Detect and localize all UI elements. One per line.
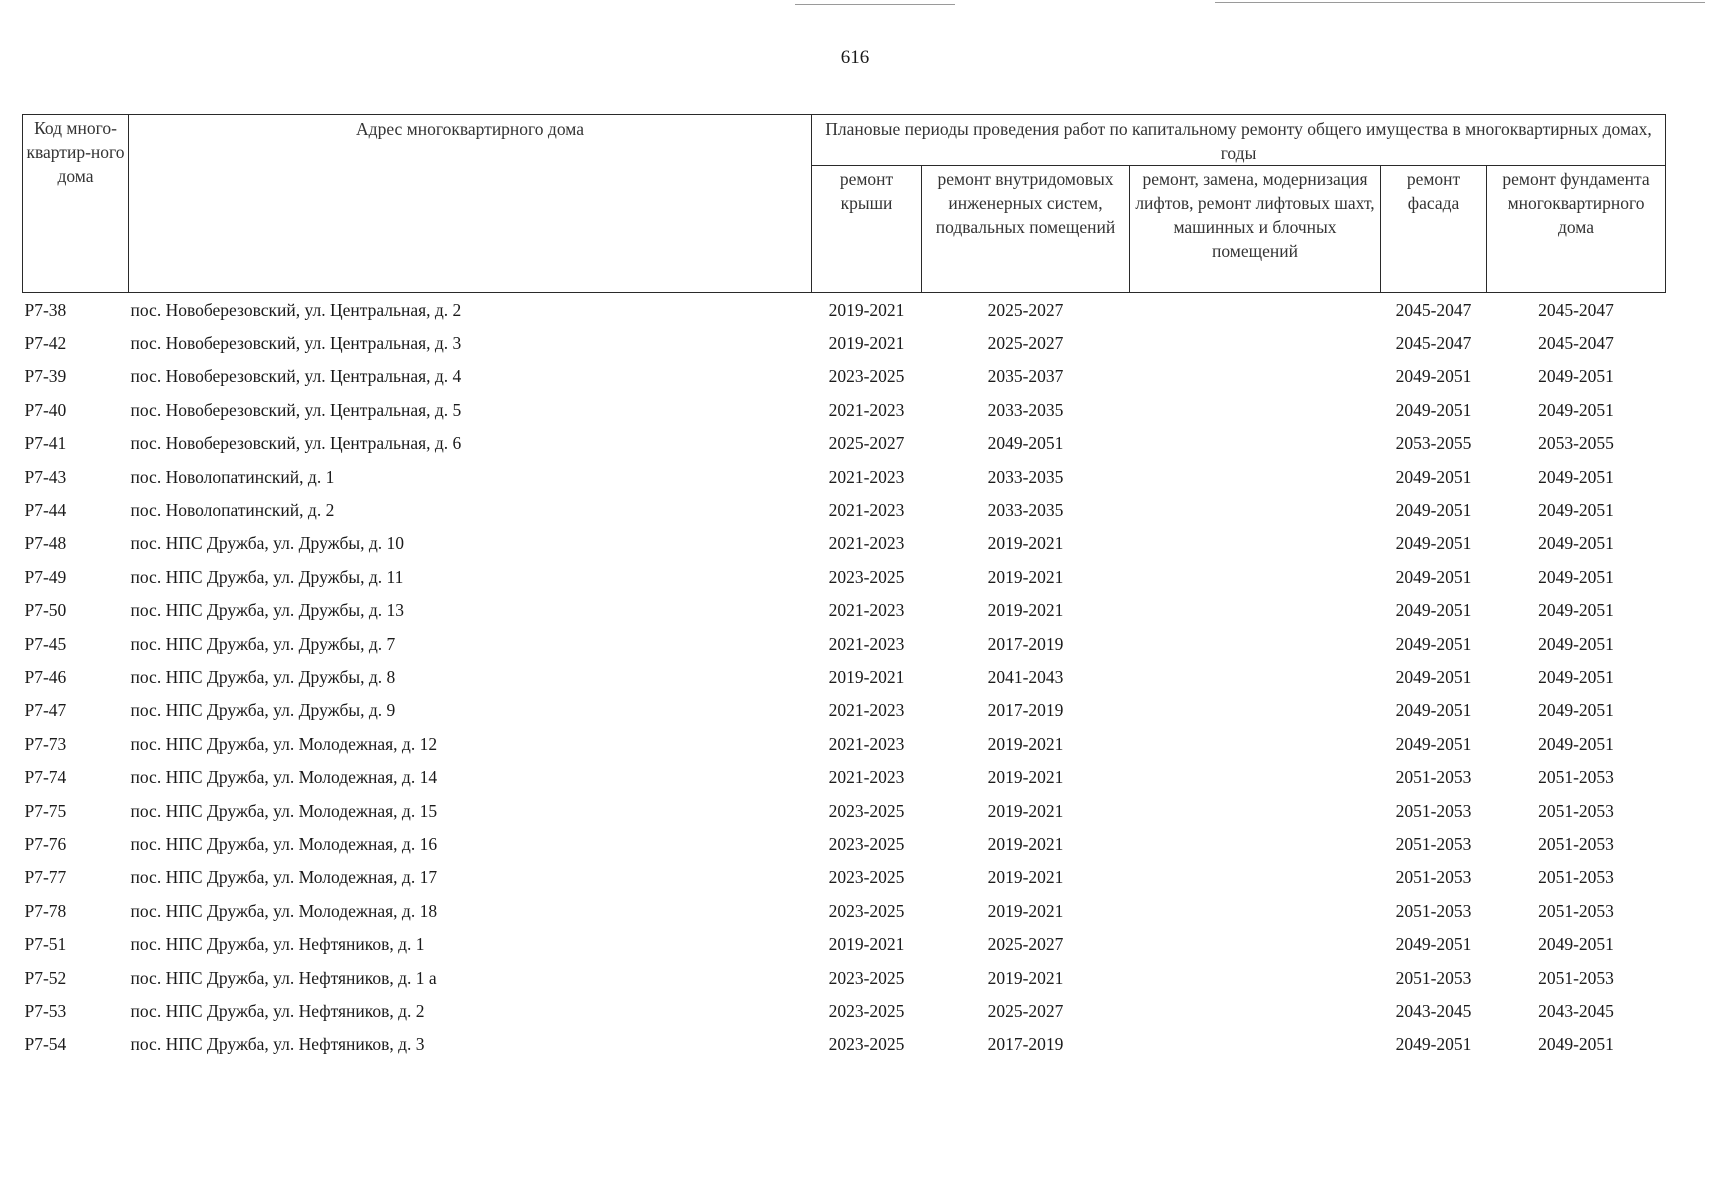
cell-lift-repair-period (1130, 293, 1381, 327)
cell-building-address: пос. Новолопатинский, д. 2 (130, 500, 335, 521)
cell-facade-repair-period: 2045-2047 (1395, 299, 1472, 320)
cell-building-code: Р7-41 (24, 433, 67, 454)
table-row (23, 627, 1666, 660)
cell-foundation-repair-period: 2049-2051 (1538, 934, 1614, 955)
scan-edge-line-left (795, 4, 955, 5)
cell-roof-repair-period: 2023-2025 (828, 800, 905, 821)
cell-lift-repair-period (1130, 493, 1381, 526)
table-row (23, 827, 1666, 860)
cell-facade-repair-period: 2049-2051 (1395, 466, 1472, 487)
cell-facade-repair-period: 2049-2051 (1395, 600, 1472, 621)
cell-roof-repair-period: 2021-2023 (828, 733, 905, 754)
cell-facade-repair-period: 2053-2055 (1395, 433, 1472, 454)
cell-foundation-repair-period: 2049-2051 (1538, 366, 1614, 387)
cell-facade-repair-period: 2051-2053 (1395, 833, 1472, 854)
cell-building-code: Р7-77 (24, 867, 67, 888)
cell-building-address: пос. НПС Дружба, ул. Нефтяников, д. 1 а (130, 967, 437, 988)
cell-roof-repair-period: 2021-2023 (828, 399, 905, 420)
cell-building-address: пос. НПС Дружба, ул. Молодежная, д. 16 (130, 833, 438, 854)
cell-facade-repair-period: 2049-2051 (1395, 566, 1472, 587)
cell-foundation-repair-period: 2049-2051 (1538, 600, 1614, 621)
cell-roof-repair-period: 2019-2021 (828, 299, 905, 320)
cell-lift-repair-period (1130, 393, 1381, 426)
cell-facade-repair-period: 2049-2051 (1395, 666, 1472, 687)
header-roof-repair: ремонт крыши (812, 166, 922, 293)
cell-lift-repair-period (1130, 760, 1381, 793)
table-row (23, 794, 1666, 827)
cell-lift-repair-period (1130, 360, 1381, 393)
table-row (23, 293, 1666, 327)
table-row (23, 560, 1666, 593)
cell-building-code: Р7-40 (24, 399, 67, 420)
cell-engineering-repair-period: 2019-2021 (987, 733, 1064, 754)
cell-building-address: пос. НПС Дружба, ул. Молодежная, д. 12 (130, 733, 438, 754)
page-number: 616 (840, 47, 870, 68)
cell-foundation-repair-period: 2049-2051 (1538, 399, 1614, 420)
cell-building-code: Р7-50 (24, 600, 67, 621)
cell-foundation-repair-period: 2049-2051 (1538, 566, 1614, 587)
cell-building-address: пос. НПС Дружба, ул. Дружбы, д. 13 (130, 600, 405, 621)
cell-foundation-repair-period: 2051-2053 (1538, 767, 1614, 788)
cell-facade-repair-period: 2049-2051 (1395, 633, 1472, 654)
cell-roof-repair-period: 2025-2027 (828, 433, 905, 454)
header-engineering-systems-repair: ремонт внутридомовых инженерных систем, подвальных помещений (922, 166, 1130, 293)
cell-foundation-repair-period: 2049-2051 (1538, 633, 1614, 654)
cell-roof-repair-period: 2023-2025 (828, 1034, 905, 1055)
cell-building-address: пос. Новолопатинский, д. 1 (130, 466, 335, 487)
table-header (23, 115, 1666, 293)
cell-lift-repair-period (1130, 794, 1381, 827)
table-row (23, 694, 1666, 727)
scan-edge-line-right (1215, 2, 1705, 3)
header-building-address: Адрес многоквартирного дома (129, 115, 812, 293)
cell-roof-repair-period: 2021-2023 (828, 500, 905, 521)
cell-facade-repair-period: 2051-2053 (1395, 967, 1472, 988)
cell-foundation-repair-period: 2049-2051 (1538, 1034, 1614, 1055)
cell-building-code: Р7-73 (24, 733, 67, 754)
cell-roof-repair-period: 2019-2021 (828, 666, 905, 687)
cell-building-address: пос. НПС Дружба, ул. Дружбы, д. 10 (130, 533, 405, 554)
cell-lift-repair-period (1130, 560, 1381, 593)
cell-building-code: Р7-53 (24, 1000, 67, 1021)
cell-engineering-repair-period: 2033-2035 (987, 500, 1064, 521)
table-row (23, 660, 1666, 693)
table-row (23, 994, 1666, 1027)
cell-building-code: Р7-49 (24, 566, 67, 587)
cell-engineering-repair-period: 2025-2027 (987, 299, 1064, 320)
cell-foundation-repair-period: 2049-2051 (1538, 666, 1614, 687)
table-row (23, 961, 1666, 994)
cell-facade-repair-period: 2049-2051 (1395, 1034, 1472, 1055)
cell-engineering-repair-period: 2019-2021 (987, 566, 1064, 587)
table-row (23, 727, 1666, 760)
cell-roof-repair-period: 2023-2025 (828, 1000, 905, 1021)
cell-roof-repair-period: 2021-2023 (828, 600, 905, 621)
cell-roof-repair-period: 2021-2023 (828, 700, 905, 721)
table-row (23, 1028, 1666, 1061)
cell-building-code: Р7-48 (24, 533, 67, 554)
cell-roof-repair-period: 2019-2021 (828, 333, 905, 354)
cell-building-address: пос. НПС Дружба, ул. Молодежная, д. 14 (130, 767, 438, 788)
cell-building-address: пос. НПС Дружба, ул. Дружбы, д. 9 (130, 700, 396, 721)
cell-facade-repair-period: 2049-2051 (1395, 399, 1472, 420)
cell-lift-repair-period (1130, 460, 1381, 493)
cell-building-address: пос. Новоберезовский, ул. Центральная, д. 4 (130, 366, 462, 387)
cell-facade-repair-period: 2051-2053 (1395, 767, 1472, 788)
table-row (23, 894, 1666, 927)
cell-foundation-repair-period: 2043-2045 (1538, 1000, 1614, 1021)
cell-building-code: Р7-76 (24, 833, 67, 854)
cell-roof-repair-period: 2023-2025 (828, 366, 905, 387)
cell-roof-repair-period: 2023-2025 (828, 833, 905, 854)
table-row (23, 493, 1666, 526)
cell-foundation-repair-period: 2051-2053 (1538, 967, 1614, 988)
table-row (23, 861, 1666, 894)
cell-engineering-repair-period: 2041-2043 (987, 666, 1064, 687)
cell-lift-repair-period (1130, 594, 1381, 627)
cell-lift-repair-period (1130, 1028, 1381, 1061)
cell-lift-repair-period (1130, 861, 1381, 894)
cell-lift-repair-period (1130, 927, 1381, 960)
cell-roof-repair-period: 2023-2025 (828, 867, 905, 888)
cell-engineering-repair-period: 2019-2021 (987, 900, 1064, 921)
cell-foundation-repair-period: 2049-2051 (1538, 533, 1614, 554)
cell-foundation-repair-period: 2049-2051 (1538, 500, 1614, 521)
cell-building-address: пос. НПС Дружба, ул. Нефтяников, д. 2 (130, 1000, 425, 1021)
cell-foundation-repair-period: 2051-2053 (1538, 900, 1614, 921)
table-row (23, 360, 1666, 393)
cell-roof-repair-period: 2019-2021 (828, 934, 905, 955)
cell-foundation-repair-period: 2049-2051 (1538, 466, 1614, 487)
cell-facade-repair-period: 2049-2051 (1395, 500, 1472, 521)
cell-building-code: Р7-39 (24, 366, 67, 387)
cell-roof-repair-period: 2023-2025 (828, 967, 905, 988)
cell-building-code: Р7-75 (24, 800, 67, 821)
cell-engineering-repair-period: 2017-2019 (987, 633, 1064, 654)
header-lift-repair: ремонт, замена, модернизация лифтов, ремонт лифтовых шахт, машинных и блочных помещений (1130, 166, 1381, 293)
cell-lift-repair-period (1130, 694, 1381, 727)
cell-building-address: пос. НПС Дружба, ул. Нефтяников, д. 3 (130, 1034, 425, 1055)
cell-facade-repair-period: 2049-2051 (1395, 700, 1472, 721)
cell-engineering-repair-period: 2025-2027 (987, 1000, 1064, 1021)
header-building-code: Код много-квартир-ного дома (23, 115, 129, 293)
cell-engineering-repair-period: 2017-2019 (987, 1034, 1064, 1055)
cell-engineering-repair-period: 2033-2035 (987, 466, 1064, 487)
cell-engineering-repair-period: 2033-2035 (987, 399, 1064, 420)
table-row (23, 393, 1666, 426)
cell-lift-repair-period (1130, 994, 1381, 1027)
cell-facade-repair-period: 2049-2051 (1395, 366, 1472, 387)
cell-facade-repair-period: 2049-2051 (1395, 934, 1472, 955)
cell-lift-repair-period (1130, 427, 1381, 460)
cell-building-code: Р7-54 (24, 1034, 67, 1055)
cell-building-address: пос. Новоберезовский, ул. Центральная, д. 6 (130, 433, 462, 454)
cell-building-code: Р7-42 (24, 333, 67, 354)
cell-building-address: пос. НПС Дружба, ул. Молодежная, д. 17 (130, 867, 438, 888)
cell-lift-repair-period (1130, 660, 1381, 693)
cell-building-address: пос. Новоберезовский, ул. Центральная, д. 3 (130, 333, 462, 354)
cell-facade-repair-period: 2049-2051 (1395, 733, 1472, 754)
table-row (23, 427, 1666, 460)
cell-foundation-repair-period: 2053-2055 (1538, 433, 1614, 454)
cell-lift-repair-period (1130, 326, 1381, 359)
cell-roof-repair-period: 2021-2023 (828, 533, 905, 554)
cell-building-code: Р7-43 (24, 466, 67, 487)
cell-building-code: Р7-74 (24, 767, 67, 788)
cell-building-address: пос. Новоберезовский, ул. Центральная, д. 5 (130, 399, 462, 420)
capital-repair-plan-table (22, 114, 1666, 1061)
cell-engineering-repair-period: 2019-2021 (987, 533, 1064, 554)
table-row (23, 594, 1666, 627)
cell-lift-repair-period (1130, 961, 1381, 994)
cell-roof-repair-period: 2021-2023 (828, 466, 905, 487)
cell-engineering-repair-period: 2019-2021 (987, 833, 1064, 854)
table-row (23, 927, 1666, 960)
cell-building-code: Р7-51 (24, 934, 67, 955)
cell-lift-repair-period (1130, 894, 1381, 927)
cell-engineering-repair-period: 2019-2021 (987, 800, 1064, 821)
cell-building-address: пос. НПС Дружба, ул. Молодежная, д. 15 (130, 800, 438, 821)
header-planned-periods: Плановые периоды проведения работ по капитальному ремонту общего имущества в многоквартирных домах, годы (812, 115, 1666, 166)
header-foundation-repair: ремонт фундамента многоквартирного дома (1487, 166, 1666, 293)
cell-building-code: Р7-44 (24, 500, 67, 521)
cell-foundation-repair-period: 2049-2051 (1538, 700, 1614, 721)
cell-engineering-repair-period: 2025-2027 (987, 333, 1064, 354)
cell-engineering-repair-period: 2019-2021 (987, 867, 1064, 888)
cell-facade-repair-period: 2051-2053 (1395, 867, 1472, 888)
cell-lift-repair-period (1130, 727, 1381, 760)
cell-building-address: пос. НПС Дружба, ул. Дружбы, д. 8 (130, 666, 396, 687)
cell-facade-repair-period: 2045-2047 (1395, 333, 1472, 354)
cell-facade-repair-period: 2051-2053 (1395, 800, 1472, 821)
table-row (23, 527, 1666, 560)
cell-roof-repair-period: 2021-2023 (828, 767, 905, 788)
cell-roof-repair-period: 2021-2023 (828, 633, 905, 654)
cell-building-code: Р7-52 (24, 967, 67, 988)
cell-building-address: пос. НПС Дружба, ул. Молодежная, д. 18 (130, 900, 438, 921)
cell-building-code: Р7-46 (24, 666, 67, 687)
table-row (23, 760, 1666, 793)
cell-foundation-repair-period: 2051-2053 (1538, 833, 1614, 854)
cell-building-code: Р7-78 (24, 900, 67, 921)
cell-roof-repair-period: 2023-2025 (828, 566, 905, 587)
cell-engineering-repair-period: 2035-2037 (987, 366, 1064, 387)
table-row (23, 460, 1666, 493)
cell-building-code: Р7-45 (24, 633, 67, 654)
cell-foundation-repair-period: 2051-2053 (1538, 867, 1614, 888)
cell-building-address: пос. НПС Дружба, ул. Дружбы, д. 11 (130, 566, 404, 587)
cell-engineering-repair-period: 2049-2051 (987, 433, 1064, 454)
cell-building-code: Р7-47 (24, 700, 67, 721)
cell-lift-repair-period (1130, 627, 1381, 660)
cell-facade-repair-period: 2049-2051 (1395, 533, 1472, 554)
table-row (23, 326, 1666, 359)
cell-lift-repair-period (1130, 527, 1381, 560)
header-facade-repair: ремонт фасада (1381, 166, 1487, 293)
cell-building-code: Р7-38 (24, 299, 67, 320)
cell-foundation-repair-period: 2045-2047 (1538, 299, 1614, 320)
cell-building-address: пос. НПС Дружба, ул. Нефтяников, д. 1 (130, 934, 425, 955)
cell-engineering-repair-period: 2019-2021 (987, 767, 1064, 788)
cell-engineering-repair-period: 2017-2019 (987, 700, 1064, 721)
cell-lift-repair-period (1130, 827, 1381, 860)
cell-facade-repair-period: 2051-2053 (1395, 900, 1472, 921)
cell-roof-repair-period: 2023-2025 (828, 900, 905, 921)
cell-building-address: пос. Новоберезовский, ул. Центральная, д. 2 (130, 299, 462, 320)
cell-engineering-repair-period: 2025-2027 (987, 934, 1064, 955)
cell-facade-repair-period: 2043-2045 (1395, 1000, 1472, 1021)
cell-foundation-repair-period: 2049-2051 (1538, 733, 1614, 754)
table-body (23, 293, 1666, 1061)
cell-engineering-repair-period: 2019-2021 (987, 600, 1064, 621)
cell-foundation-repair-period: 2051-2053 (1538, 800, 1614, 821)
cell-building-address: пос. НПС Дружба, ул. Дружбы, д. 7 (130, 633, 396, 654)
cell-engineering-repair-period: 2019-2021 (987, 967, 1064, 988)
cell-foundation-repair-period: 2045-2047 (1538, 333, 1614, 354)
